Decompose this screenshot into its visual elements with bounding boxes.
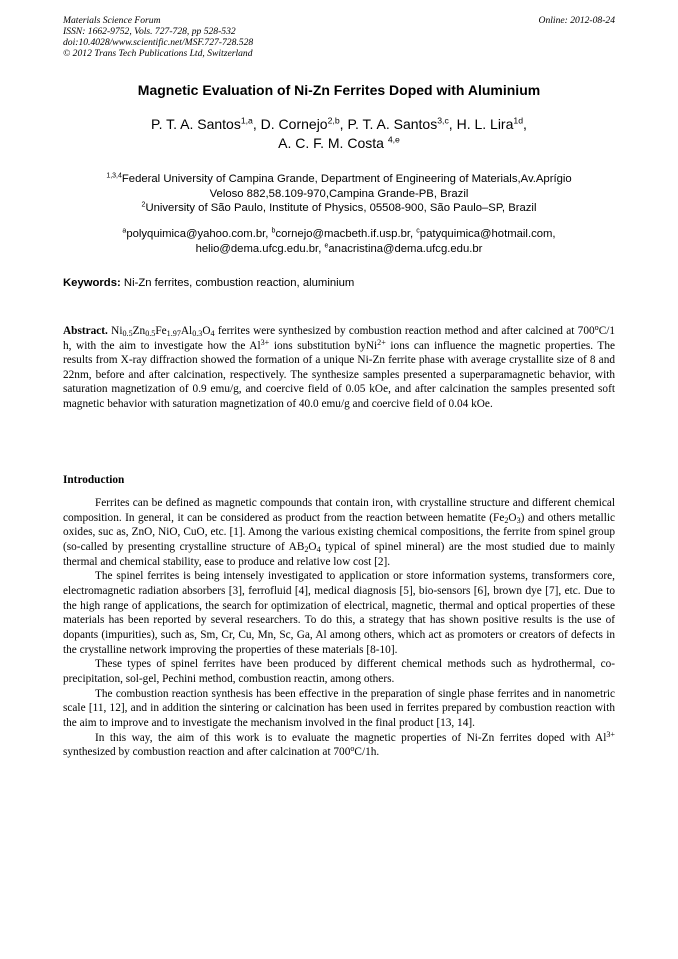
email-address: helio@dema.ufcg.edu.br,: [195, 242, 325, 255]
affiliation-text: Veloso 882,58.109-970,Campina Grande-PB, Brazil: [209, 187, 469, 200]
formula-subscript: 2: [504, 515, 509, 525]
author-affil-mark: 1,a: [240, 115, 253, 126]
email-mark: a: [122, 227, 127, 235]
formula-part: O: [308, 540, 317, 553]
author-name: A. C. F. M. Costa: [278, 135, 384, 151]
copyright-line: © 2012 Trans Tech Publications Ltd, Switzerland: [63, 48, 253, 59]
abstract: [63, 324, 615, 412]
abstract-label: Abstract.: [63, 325, 108, 337]
author-emails: [60, 227, 618, 256]
author-name: P. T. A. Santos: [347, 116, 438, 132]
formula-subscript: 4: [210, 329, 215, 339]
formula-subscript: 0.3: [192, 329, 203, 339]
degree-mark: o: [594, 322, 599, 332]
formula-part: Al: [180, 325, 193, 337]
paper-title: Magnetic Evaluation of Ni-Zn Ferrites Doped with Aluminium: [137, 82, 541, 98]
paragraph-text: ) and others metallic oxides, suc as, ZnO, NiO, CuO, etc. [1]. Among the various existing chemical compositions, the ferrite from spinel group (so-called by presenting crystalline structure of AB: [63, 511, 615, 553]
abstract-text: C/1 h, with the aim to investigate how the Al: [63, 325, 616, 352]
formula-part: O: [508, 511, 517, 524]
email-mark: e: [324, 242, 329, 250]
author-list: P. T. A. Santos$^{1,a}$, D. Cornejo$^{2,b}$, P. T. A. Santos$^{3,c}$, H. L. Lira$^{1d}$, A. C. F. M. Costa $^{4,e}$: [151, 115, 527, 151]
abstract-text: ions can influence the magnetic properties. The results from X-ray diffraction showed the formation of a unique Ni-Zn ferrite phase with average crystallite size of 8 and 22nm, before and after calcination, respectively. The synthesize samples presented a superparamagnetic behavior, with saturation magnetization of 0.9 emu/g, and coercive field of 0.05 kOe, and after calcination the samples presented soft magnetic behavior with saturation magnetization of 40.0 emu/g and coercive field of 0.04 kOe.: [63, 339, 615, 410]
ion-charge: 3+: [606, 729, 615, 739]
abstract-text: ions substitution byNi: [269, 339, 378, 352]
email-address: cornejo@macbeth.if.usp.br,: [275, 228, 417, 240]
email-mark: c: [416, 227, 420, 235]
affiliation-text: Federal University of Campina Grande, Department of Engineering of Materials,Av.Aprígio: [121, 173, 572, 185]
paragraph-text: typical of spinel mineral) are the most studied due to mainly thermal and chemical stability, ease to produce and relative low cost [2].: [63, 540, 615, 568]
journal-name: Materials Science Forum: [63, 15, 161, 26]
author-name: P. T. A. Santos: [151, 116, 241, 132]
paragraph-text: C/1h.: [354, 746, 380, 759]
formula-part: O: [202, 325, 211, 337]
author-name: H. L. Lira: [456, 116, 514, 132]
email-address: anacristina@dema.ufcg.edu.br: [328, 242, 483, 255]
section-heading-introduction: Introduction: [63, 474, 125, 486]
keywords: [63, 277, 615, 289]
paragraph: The combustion reaction synthesis has been effective in the preparation of single phase ferrites and in nanometric scale [11, 12], and in addition the sintering or calcination has been used in ferrites prepared by combustion reaction with the aim to improve and to investigate the mechanism involved in the final product [13, 14].: [63, 687, 615, 729]
paragraph: The spinel ferrites is being intensely investigated to application or store information systems, transformers core, electromagnetic radiation absorbers [3], ferrofluid [4], medical diagnosis [5], bio-sensors [6], brown dye [7], etc. Due to the high range of applications, the search for optimization of electrical, magnetic, thermal and optical properties of these materials has been reported by several researchers. To do this, a strategy that has shown positive results is the use of dopants (impurities), such as, Sm, Cr, Cu, Mn, Sc, Ga, Al among others, which act as promoters or creators of defects in the crystalline network improving the properties of these materials [8-10].: [63, 570, 615, 656]
paragraph: These types of spinel ferrites have been produced by different chemical methods such as hydrothermal, co-precipitation, sol-gel, Pechini method, combustion reactin, among others.: [63, 658, 615, 685]
keywords-text: Ni-Zn ferrites, combustion reaction, aluminium: [120, 277, 355, 289]
paragraph-text: Ferrites can be defined as magnetic compounds that contain iron, with crystalline structure and different chemical composition. In general, it can be considered as product from the reaction between hematite (Fe: [63, 497, 615, 524]
keywords-label: Keywords:: [63, 277, 121, 289]
formula-subscript: 3: [516, 515, 521, 525]
author-affil-mark: 4,e: [387, 134, 400, 145]
affiliations: [60, 172, 618, 216]
formula-subscript: 0.5: [145, 329, 156, 339]
author-name: D. Cornejo: [260, 116, 328, 132]
author-affil-mark: 3,c: [437, 115, 449, 126]
paragraph-text: In this way, the aim of this work is to evaluate the magnetic properties of Ni-Zn ferrites doped with Al: [95, 731, 607, 744]
formula-subscript: 2: [304, 545, 309, 554]
affiliation-text: University of São Paulo, Institute of Physics, 05508-900, São Paulo–SP, Brazil: [145, 202, 537, 215]
affiliation-mark: 1,3,4: [106, 172, 122, 180]
paragraph-text: synthesized by combustion reaction and after calcination at 700: [63, 746, 351, 759]
email-address: polyquimica@yahoo.com.br,: [126, 228, 272, 240]
issn-line: ISSN: 1662-9752, Vols. 727-728, pp 528-532: [63, 26, 236, 37]
formula-subscript: 0.5: [122, 329, 133, 339]
formula-part: Zn: [132, 325, 146, 337]
email-address: patyquimica@hotmail.com,: [419, 228, 556, 240]
online-date: Online: 2012-08-24: [538, 15, 615, 26]
paragraph: [63, 731, 615, 760]
affiliation-mark: 2: [141, 201, 146, 209]
abstract-text: ferrites were synthesized by combustion reaction method and after calcined at 700: [214, 325, 595, 337]
ion-charge: 2+: [377, 337, 386, 347]
introduction-body: [63, 496, 615, 760]
paragraph: [63, 496, 615, 569]
journal-header: [63, 15, 615, 59]
email-mark: b: [271, 227, 276, 235]
author-affil-mark: 1d: [513, 115, 524, 126]
doi-line: doi:10.4028/www.scientific.net/MSF.727-728.528: [63, 37, 254, 48]
ion-charge: 3+: [260, 337, 270, 347]
formula-subscript: 1.97: [166, 329, 181, 339]
formula-subscript: 4: [316, 545, 321, 554]
degree-mark: o: [350, 744, 355, 754]
formula-part: Fe: [155, 325, 167, 337]
author-affil-mark: 2,b: [327, 115, 340, 126]
formula-part: Ni: [107, 325, 123, 337]
